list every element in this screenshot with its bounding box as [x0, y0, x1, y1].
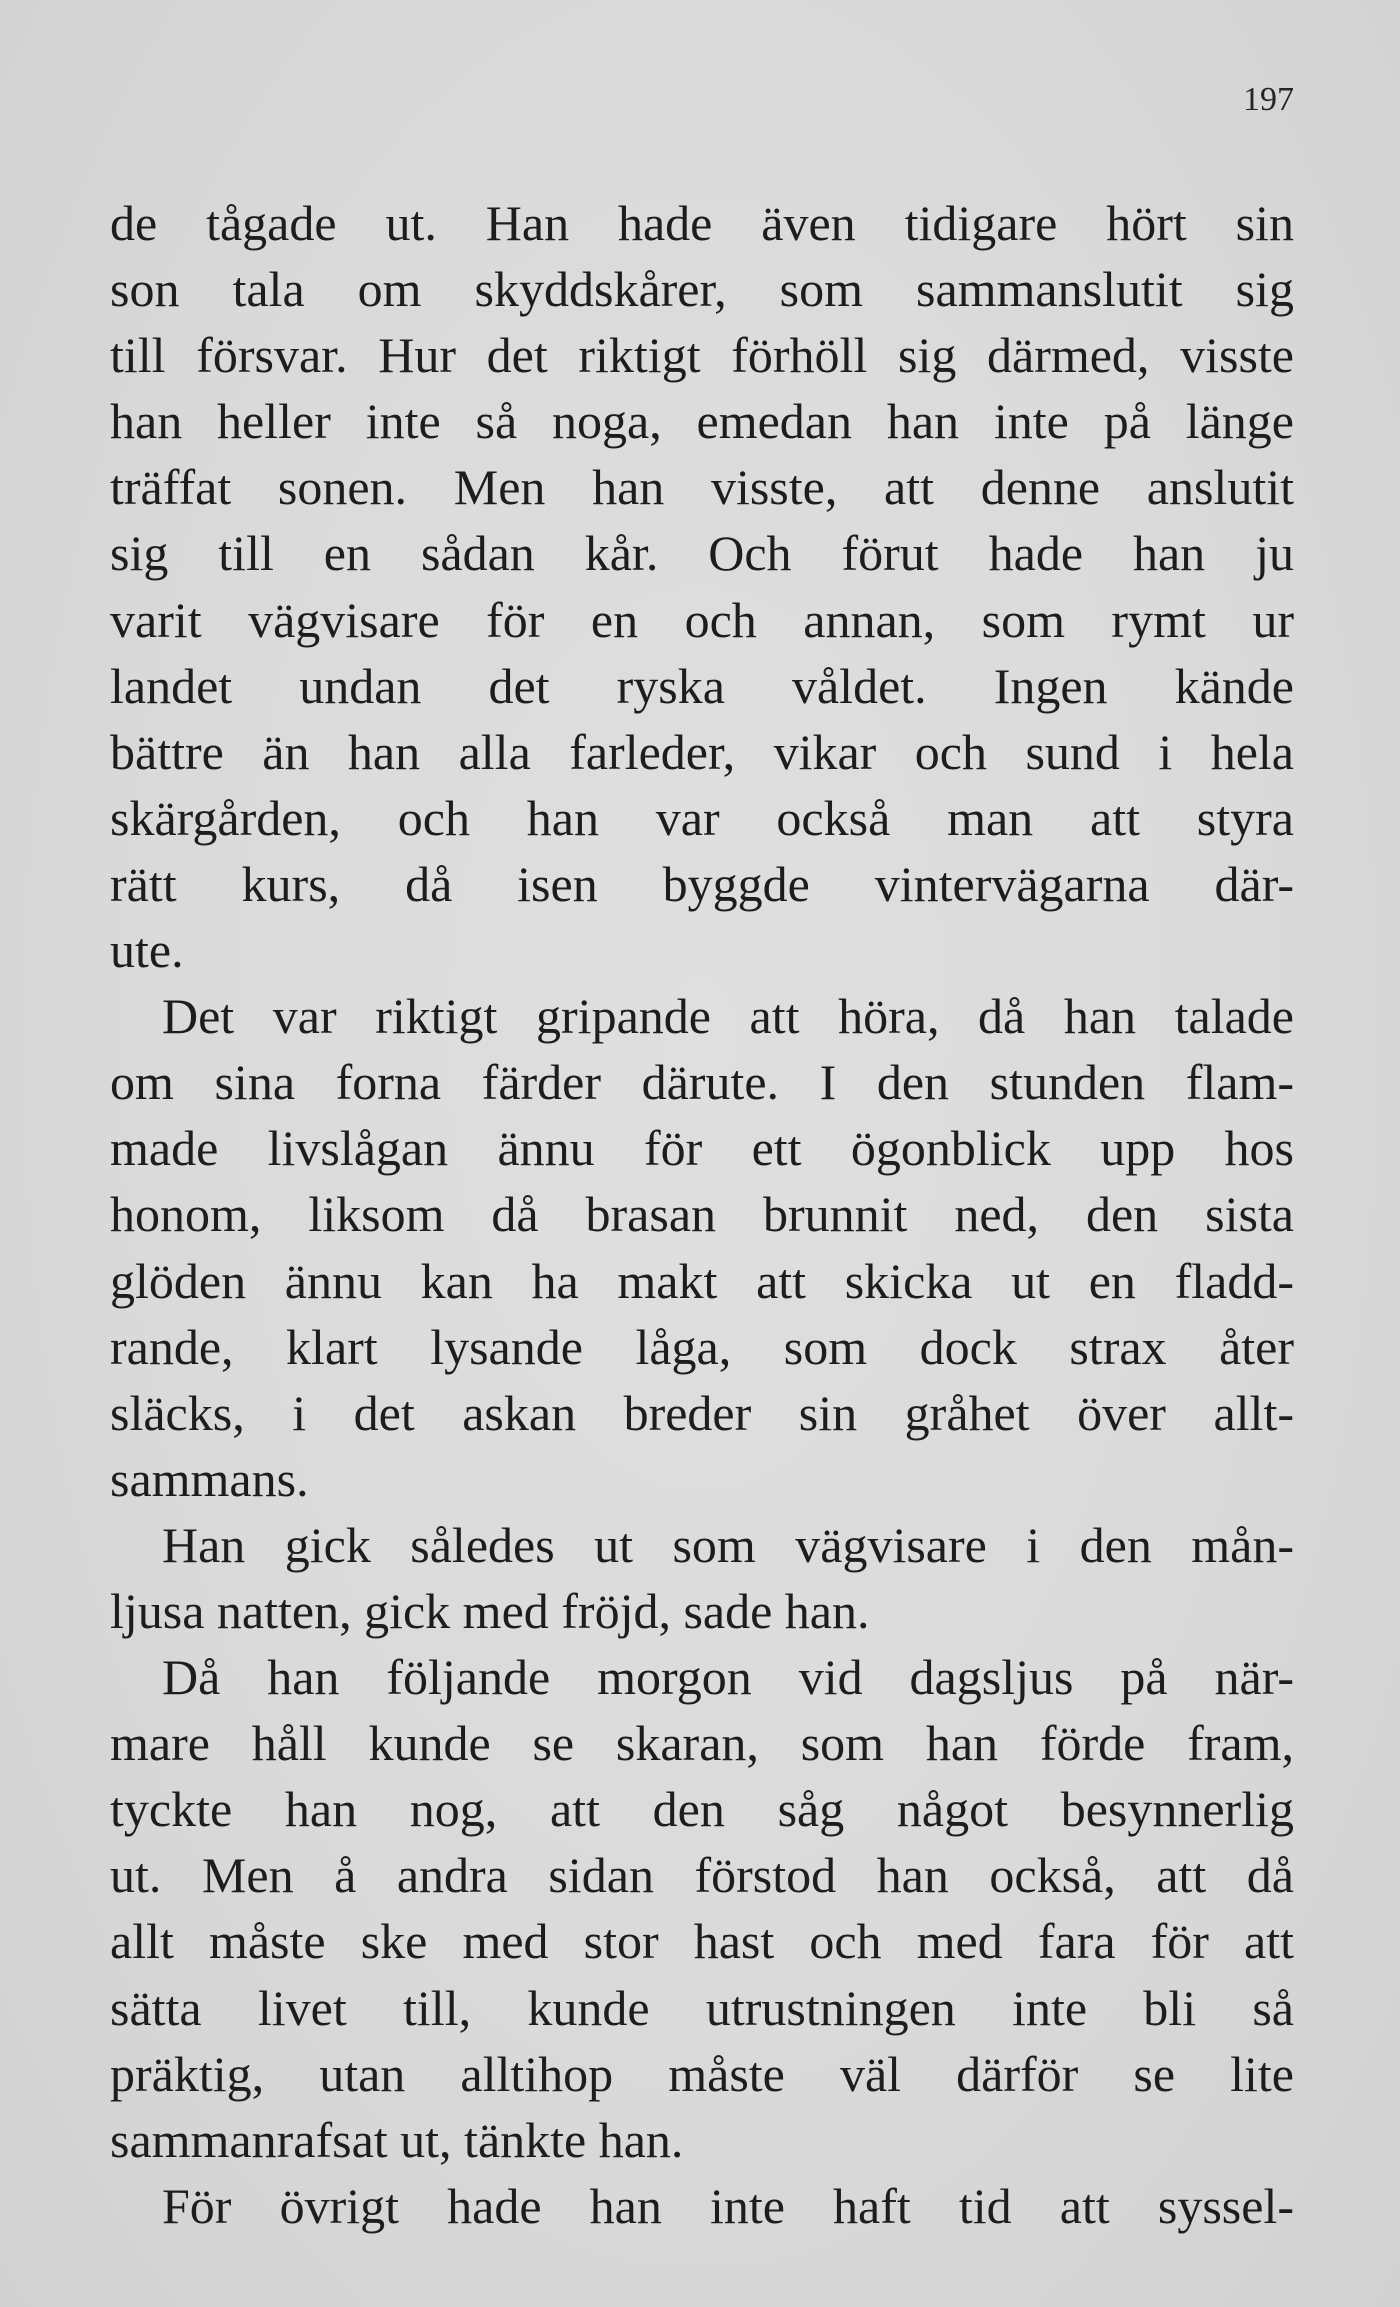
text-line: han heller inte så noga, emedan han inte på länge: [110, 393, 1294, 450]
paragraph: [110, 1512, 1294, 1644]
text-line: träffat sonen. Men han visste, att denne anslutit: [110, 459, 1294, 516]
text-line: ut. Men å andra sidan förstod han också, att då: [110, 1847, 1294, 1904]
text-line: mare håll kunde se skaran, som han förde fram,: [110, 1715, 1294, 1772]
text-line: sammans.: [110, 1450, 309, 1507]
text-line: Då han följande morgon vid dagsljus på när-: [162, 1649, 1294, 1706]
text-line: ute.: [110, 922, 184, 979]
text-line: rande, klart lysande låga, som dock strax åter: [110, 1318, 1294, 1375]
text-line: präktig, utan alltihop måste väl därför se lite: [110, 2045, 1294, 2102]
text-line: de tågade ut. Han hade även tidigare hört sin: [110, 195, 1294, 251]
paragraph: [110, 2173, 1294, 2239]
text-line: honom, liksom då brasan brunnit ned, den sista: [110, 1186, 1294, 1243]
text-line: sig till en sådan kår. Och förut hade han ju: [110, 525, 1294, 582]
text-line: om sina forna färder därute. I den stunden flam-: [110, 1054, 1294, 1111]
page-number: 197: [1243, 81, 1294, 118]
text-line: rätt kurs, då isen byggde vintervägarna där-: [110, 855, 1294, 912]
text-line: made livslågan ännu för ett ögonblick upp hos: [110, 1120, 1294, 1177]
page-body-text: [110, 190, 1294, 2239]
text-line: Det var riktigt gripande att höra, då han talade: [162, 988, 1294, 1045]
text-line: För övrigt hade han inte haft tid att syssel-: [162, 2177, 1294, 2234]
text-line: släcks, i det askan breder sin gråhet över allt-: [110, 1384, 1294, 1441]
text-line: allt måste ske med stor hast och med fara för att: [110, 1913, 1294, 1970]
text-line: bättre än han alla farleder, vikar och sund i hela: [110, 723, 1294, 780]
paragraph: [110, 983, 1294, 1512]
text-line: son tala om skyddskårer, som sammanslutit sig: [110, 261, 1294, 318]
text-line: sätta livet till, kunde utrustningen inte bli så: [110, 1979, 1294, 2036]
text-line: tyckte han nog, att den såg något besynnerlig: [110, 1781, 1294, 1838]
paragraph: [110, 1644, 1294, 2173]
text-line: glöden ännu kan ha makt att skicka ut en fladd-: [110, 1252, 1294, 1309]
paragraph: [110, 190, 1294, 983]
text-line: landet undan det ryska våldet. Ingen kände: [110, 657, 1294, 714]
text-line: ljusa natten, gick med fröjd, sade han.: [110, 1582, 870, 1639]
text-line: till försvar. Hur det riktigt förhöll sig därmed, visste: [110, 327, 1294, 384]
text-line: Han gick således ut som vägvisare i den mån-: [162, 1516, 1294, 1573]
text-line: varit vägvisare för en och annan, som rymt ur: [110, 591, 1294, 648]
text-line: skärgården, och han var också man att styra: [110, 789, 1294, 846]
text-line: sammanrafsat ut, tänkte han.: [110, 2111, 684, 2168]
